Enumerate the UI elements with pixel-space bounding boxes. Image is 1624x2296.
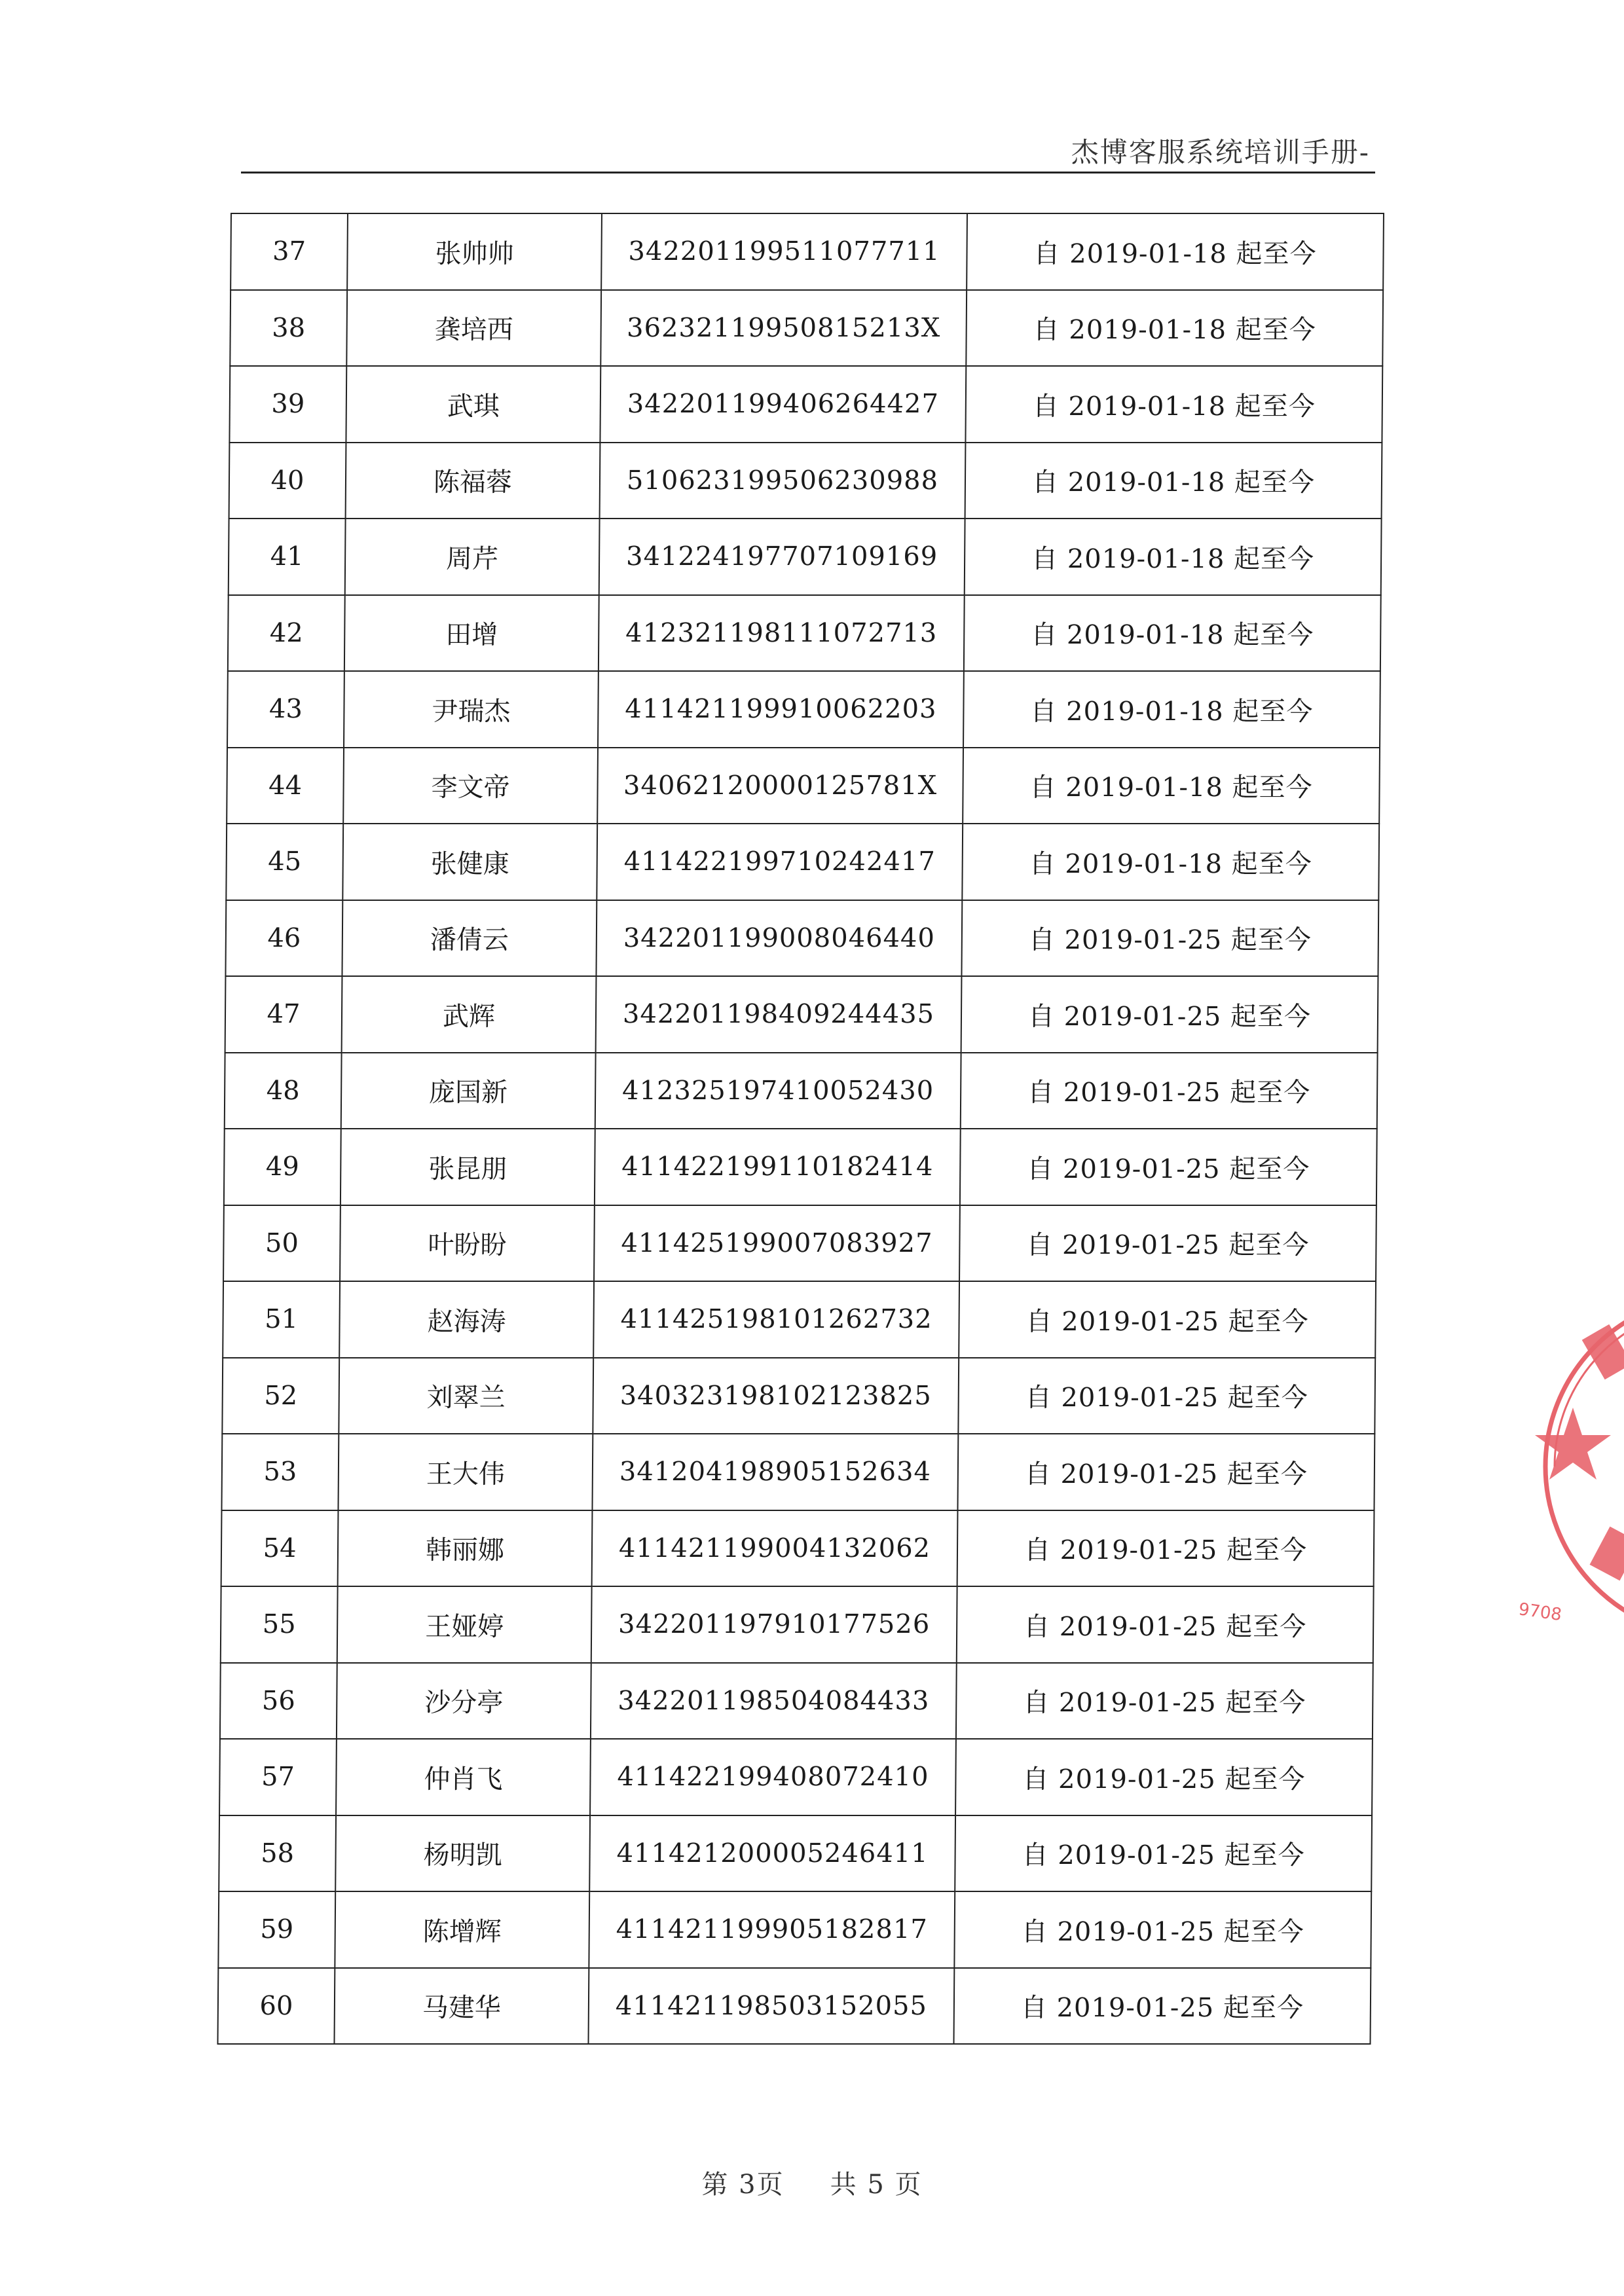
id-number: 342201199008046440 <box>596 900 962 977</box>
row-number: 57 <box>219 1739 337 1815</box>
employment-period: 自 2019-01-18 起至今 <box>962 824 1379 900</box>
employment-period: 自 2019-01-25 起至今 <box>961 1053 1378 1129</box>
employee-name: 王大伟 <box>338 1434 593 1510</box>
row-number: 49 <box>224 1129 341 1205</box>
row-number: 38 <box>230 290 347 367</box>
table-row <box>225 900 1378 977</box>
id-number: 342201199511077711 <box>601 213 967 290</box>
row-number: 59 <box>218 1891 335 1968</box>
row-number: 40 <box>229 443 346 519</box>
employee-name: 陈福蓉 <box>346 443 600 519</box>
row-number: 56 <box>220 1663 337 1740</box>
row-number: 42 <box>228 595 345 672</box>
employment-period: 自 2019-01-25 起至今 <box>957 1586 1374 1663</box>
seal-code-text: 9708 <box>1517 1599 1563 1626</box>
id-number: 342201198504084433 <box>591 1663 957 1740</box>
employee-name: 杨明凯 <box>335 1815 590 1892</box>
employment-period: 自 2019-01-25 起至今 <box>957 1434 1375 1510</box>
table-row <box>217 1968 1371 2045</box>
employment-period: 自 2019-01-25 起至今 <box>957 1510 1375 1587</box>
employment-period: 自 2019-01-18 起至今 <box>965 519 1382 595</box>
row-number: 60 <box>217 1968 335 2045</box>
employment-period: 自 2019-01-18 起至今 <box>963 671 1380 748</box>
id-number: 411421199004132062 <box>592 1510 958 1587</box>
id-number: 412321198111072713 <box>599 595 965 672</box>
table-row <box>227 748 1380 824</box>
table-row <box>219 1739 1373 1815</box>
id-number: 411421198503152055 <box>588 1968 954 2045</box>
table-row <box>229 443 1382 519</box>
id-number: 342201197910177526 <box>591 1586 957 1663</box>
table-row <box>231 213 1384 290</box>
employee-name: 张健康 <box>342 824 597 900</box>
header-title: 杰博客服系统培训手册- <box>1071 136 1370 168</box>
employee-name: 马建华 <box>334 1968 589 2045</box>
page-number-current: 第 3页 <box>701 2170 784 2200</box>
row-number: 48 <box>225 1053 342 1129</box>
id-number: 341224197707109169 <box>599 519 965 595</box>
employment-period: 自 2019-01-18 起至今 <box>965 443 1382 519</box>
table-row <box>221 1434 1375 1510</box>
employment-period: 自 2019-01-25 起至今 <box>955 1815 1372 1892</box>
employment-period: 自 2019-01-18 起至今 <box>966 290 1383 367</box>
id-number: 342201199406264427 <box>600 366 966 443</box>
table-row <box>229 366 1382 443</box>
employment-period: 自 2019-01-25 起至今 <box>960 1129 1377 1205</box>
row-number: 47 <box>225 976 342 1053</box>
employee-name: 仲肖飞 <box>336 1739 591 1815</box>
employment-period: 自 2019-01-25 起至今 <box>961 900 1378 977</box>
table-row <box>228 595 1381 672</box>
table-row <box>225 976 1378 1053</box>
page-header <box>241 128 1375 173</box>
id-number: 342201198409244435 <box>596 976 962 1053</box>
employee-name: 李文帝 <box>343 748 598 824</box>
table-row <box>229 519 1382 595</box>
row-number: 41 <box>229 519 346 595</box>
row-number: 39 <box>229 366 346 443</box>
employment-period: 自 2019-01-18 起至今 <box>963 748 1380 824</box>
row-number: 54 <box>221 1510 339 1587</box>
id-number: 36232119950815213X <box>600 290 967 367</box>
id-number: 411421199905182817 <box>589 1891 955 1968</box>
row-number: 58 <box>219 1815 336 1892</box>
employment-period: 自 2019-01-25 起至今 <box>961 976 1378 1053</box>
id-number: 340323198102123825 <box>593 1358 959 1434</box>
employee-name: 武琪 <box>346 366 600 443</box>
id-number: 34062120000125781X <box>597 748 963 824</box>
row-number: 53 <box>221 1434 339 1510</box>
id-number: 341204198905152634 <box>592 1434 958 1510</box>
table-row <box>221 1510 1375 1587</box>
page-footer <box>0 2164 1624 2201</box>
employee-name: 沙分亭 <box>337 1663 591 1740</box>
row-number: 45 <box>226 824 343 900</box>
company-seal-stamp <box>1500 1283 1624 1650</box>
employment-period: 自 2019-01-18 起至今 <box>967 213 1384 290</box>
employment-period: 自 2019-01-18 起至今 <box>964 595 1381 672</box>
table-row <box>226 824 1379 900</box>
table-row <box>223 1281 1376 1358</box>
employee-name: 王娅婷 <box>337 1586 592 1663</box>
employee-name: 龚培西 <box>346 290 601 367</box>
employee-name: 韩丽娜 <box>338 1510 593 1587</box>
seal-glyph <box>1590 1527 1624 1581</box>
employment-period: 自 2019-01-25 起至今 <box>959 1205 1376 1282</box>
employment-period: 自 2019-01-25 起至今 <box>958 1358 1375 1434</box>
table-row <box>221 1586 1374 1663</box>
id-number: 411425199007083927 <box>594 1205 960 1282</box>
id-number: 510623199506230988 <box>600 443 966 519</box>
table-row <box>225 1053 1378 1129</box>
employee-name: 赵海涛 <box>339 1281 594 1358</box>
employee-name: 张昆朋 <box>341 1129 595 1205</box>
table-row <box>223 1205 1376 1282</box>
id-number: 411422199408072410 <box>590 1739 956 1815</box>
employee-name: 武辉 <box>342 976 597 1053</box>
id-number: 412325197410052430 <box>595 1053 961 1129</box>
row-number: 37 <box>231 213 348 290</box>
table-row <box>230 290 1383 367</box>
row-number: 55 <box>221 1586 338 1663</box>
employee-name: 陈增辉 <box>335 1891 589 1968</box>
row-number: 52 <box>222 1358 339 1434</box>
employee-name: 叶盼盼 <box>340 1205 595 1282</box>
employee-name: 潘倩云 <box>342 900 597 977</box>
employment-period: 自 2019-01-25 起至今 <box>959 1281 1376 1358</box>
employee-name: 刘翠兰 <box>339 1358 593 1434</box>
id-number: 411422199710242417 <box>597 824 963 900</box>
employment-period: 自 2019-01-25 起至今 <box>954 1891 1371 1968</box>
table-row <box>220 1663 1373 1740</box>
row-number: 43 <box>227 671 344 748</box>
roster-body <box>217 213 1383 2044</box>
employee-name: 庞国新 <box>341 1053 596 1129</box>
row-number: 46 <box>225 900 342 977</box>
row-number: 50 <box>223 1205 341 1282</box>
id-number: 411422199110182414 <box>595 1129 961 1205</box>
table-row <box>224 1129 1377 1205</box>
employee-name: 周芹 <box>345 519 600 595</box>
employee-name: 尹瑞杰 <box>344 671 599 748</box>
id-number: 411421199910062203 <box>598 671 964 748</box>
roster-table <box>217 213 1384 2045</box>
row-number: 44 <box>227 748 344 824</box>
employment-period: 自 2019-01-25 起至今 <box>953 1968 1371 2045</box>
table-row <box>218 1891 1371 1968</box>
employee-name: 田增 <box>344 595 599 672</box>
id-number: 411421200005246411 <box>589 1815 955 1892</box>
employment-period: 自 2019-01-18 起至今 <box>965 366 1382 443</box>
table-row <box>227 671 1380 748</box>
page-number-total: 共 5 页 <box>830 2170 923 2200</box>
employment-period: 自 2019-01-25 起至今 <box>955 1739 1373 1815</box>
table-row <box>219 1815 1372 1892</box>
employee-name: 张帅帅 <box>347 213 602 290</box>
employment-period: 自 2019-01-25 起至今 <box>956 1663 1373 1740</box>
table-row <box>222 1358 1375 1434</box>
row-number: 51 <box>223 1281 340 1358</box>
id-number: 411425198101262732 <box>593 1281 959 1358</box>
